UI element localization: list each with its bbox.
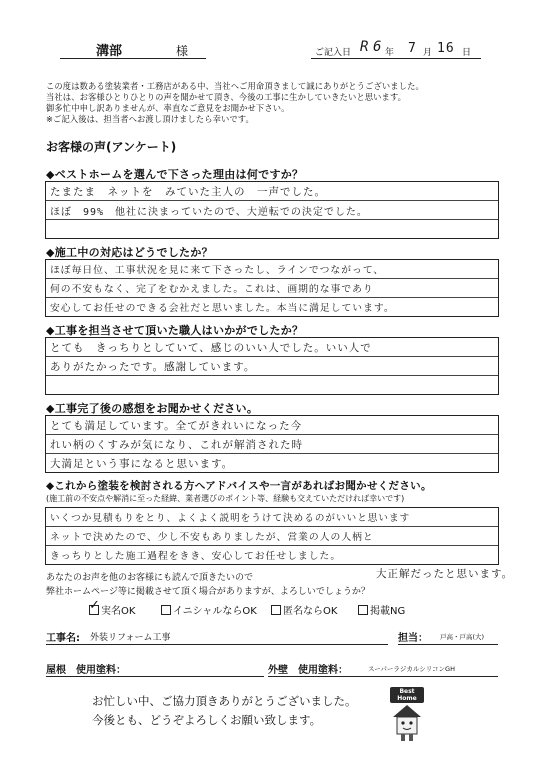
answer-row (46, 298, 498, 316)
date-day: 16 (437, 41, 455, 56)
answer-row (46, 416, 498, 435)
wall-paint-label: 外壁 使用塗料： (268, 665, 348, 676)
intro-text (46, 81, 424, 125)
option-ng[interactable] (358, 602, 405, 617)
option-label: 匿名ならOK (283, 606, 338, 617)
answer-row (46, 454, 498, 472)
intro-line: 御多忙中申し訳ありませんが、率直なご意見をお聞かせ下さい。 (46, 103, 290, 113)
logo-badge (390, 687, 424, 703)
question-craftsman: ◆工事を担当させて頂いた職人はいかがでしたか？ (46, 324, 304, 337)
question-advice: ◆これから塗装を検討される方へアドバイスや一言があればお聞かせください。 (46, 480, 432, 492)
option-real-name[interactable] (89, 598, 136, 617)
answer-row (46, 220, 498, 238)
consent-text-2: 弊社ホームページ等に掲載させて頂く場合がありますが、よろしいでしょうか？ (46, 587, 370, 597)
answer-row (46, 201, 498, 220)
wall-paint-value: スーパーラジカルシリコンGH (368, 665, 455, 673)
survey-title: お客様の声(アンケート) (46, 140, 177, 154)
date-era: R (360, 39, 370, 55)
intro-line: ※ご記入後は、担当者へお渡し頂けましたら幸いです。 (46, 114, 254, 124)
answer-row (46, 338, 498, 357)
rep-value: 戸高・戸高(大) (440, 633, 485, 641)
answer-row (46, 279, 498, 298)
intro-line: この度は数ある塗装業者・工務店がある中、当社へご用命頂きまして誠にありがとうございました。 (46, 81, 424, 91)
answer-text: 安心してお任せのできる会社だと思いました。本当に満足しています。 (50, 303, 395, 314)
question-impression: ◆工事完了後の感想をお聞かせください。 (46, 402, 259, 415)
company-logo (390, 687, 424, 743)
answer-row (46, 508, 498, 527)
logo-text: Best Home (397, 688, 417, 702)
answer-box-construction (45, 259, 499, 317)
answer-row (46, 527, 498, 546)
answer-row (46, 546, 498, 564)
option-label: 実名OK (101, 606, 136, 617)
answer-text: ネットで決めたので、少し不安もありましたが、営業の人の人柄と (50, 532, 374, 543)
consent-text-1: あなたのお声を他のお客様にも読んで頂きたいので (46, 573, 254, 583)
answer-box-craftsman (45, 337, 499, 395)
checkbox-icon[interactable] (358, 605, 368, 615)
option-anonymous[interactable] (271, 602, 337, 617)
answer-text: とても満足しています。全てがきれいになった今 (50, 420, 303, 432)
answer-text: とても きっちりとしていて、感じのいい人でした。いい人で (50, 342, 372, 354)
answer-text: れい柄のくすみが気になり、これが解消された時 (50, 439, 303, 451)
option-label: 掲載NG (370, 606, 406, 617)
honorific: 様 (176, 44, 189, 58)
date-month: 7 (408, 41, 417, 56)
rep-label: 担当： (398, 633, 428, 644)
answer-text: ありがたかったです。感謝しています。 (50, 361, 256, 373)
answer-text: ほぼ毎日位、工事状況を見に来て下さったし、ラインでつながって、 (50, 265, 385, 276)
roof-paint-line (46, 676, 264, 677)
answer-text: いくつか見積もりをとり、よくよく説明をうけて決めるのがいいと思います (50, 513, 411, 524)
question-advice-note: (施工前の不安点や解消に至った経緯、業者選びのポイント等、経験も交えていただければ幸いです) (46, 494, 405, 503)
answer-row (46, 435, 498, 454)
answer-row (46, 376, 498, 394)
work-name-label: 工事名: (46, 633, 80, 644)
question-construction: ◆施工中の対応はどうでしたか？ (46, 246, 213, 259)
closing-line-2: 今後とも、どうぞよろしくお願い致します。 (92, 713, 322, 727)
answer-text: 何の不安もなく、完了をむかえました。これは、画期的な事であり (50, 284, 374, 295)
question-reason: ◆ベストホームを選んで下さった理由は何ですか？ (46, 168, 304, 181)
answer-text: きっちりとした施工過程をきき、安心してお任せしました。 (50, 551, 342, 562)
answer-text: 大満足という事になると思います。 (50, 458, 234, 470)
work-name-line (46, 644, 388, 645)
date-day-unit: 日 (462, 48, 472, 58)
date-label: ご記入日 (315, 48, 352, 58)
closing-line-1: お忙しい中、ご協力頂きありがとうございました。 (92, 694, 357, 708)
work-name-value: 外装リフォーム工事 (90, 633, 171, 643)
customer-name: 溝部 (96, 44, 123, 59)
answer-text: たまたま ネットを みていた主人の 一声でした。 (50, 186, 326, 198)
date-month-unit: 月 (423, 48, 433, 58)
checkbox-checked-icon[interactable]: ✓ (89, 598, 100, 613)
answer-row (46, 182, 498, 201)
answer-row (46, 357, 498, 376)
checkbox-icon[interactable] (161, 605, 171, 615)
rep-line (398, 644, 498, 645)
answer-row (46, 260, 498, 279)
option-initial[interactable] (161, 602, 257, 617)
answer-box-reason (45, 181, 499, 239)
date-year: 6 (373, 39, 383, 55)
checkbox-icon[interactable] (271, 605, 281, 615)
option-label: イニシャルならOK (173, 606, 257, 617)
answer-text: ほぼ 99% 他社に決まっていたので、大逆転での決定でした。 (50, 207, 368, 218)
wall-paint-line (268, 676, 498, 677)
answer-box-impression (45, 415, 499, 473)
intro-line: 当社は、お客様ひとりひとりの声を聞かせて頂き、今後の工事に生かしていきたいと思います。 (46, 92, 407, 102)
date-line (311, 58, 481, 59)
date-year-unit: 年 (385, 48, 395, 58)
roof-paint-label: 屋根 使用塗料： (46, 665, 126, 676)
answer-box-advice (45, 507, 499, 565)
house-mascot-icon (390, 703, 424, 743)
advice-overflow-note: 大正解だったと思います。 (376, 568, 514, 580)
